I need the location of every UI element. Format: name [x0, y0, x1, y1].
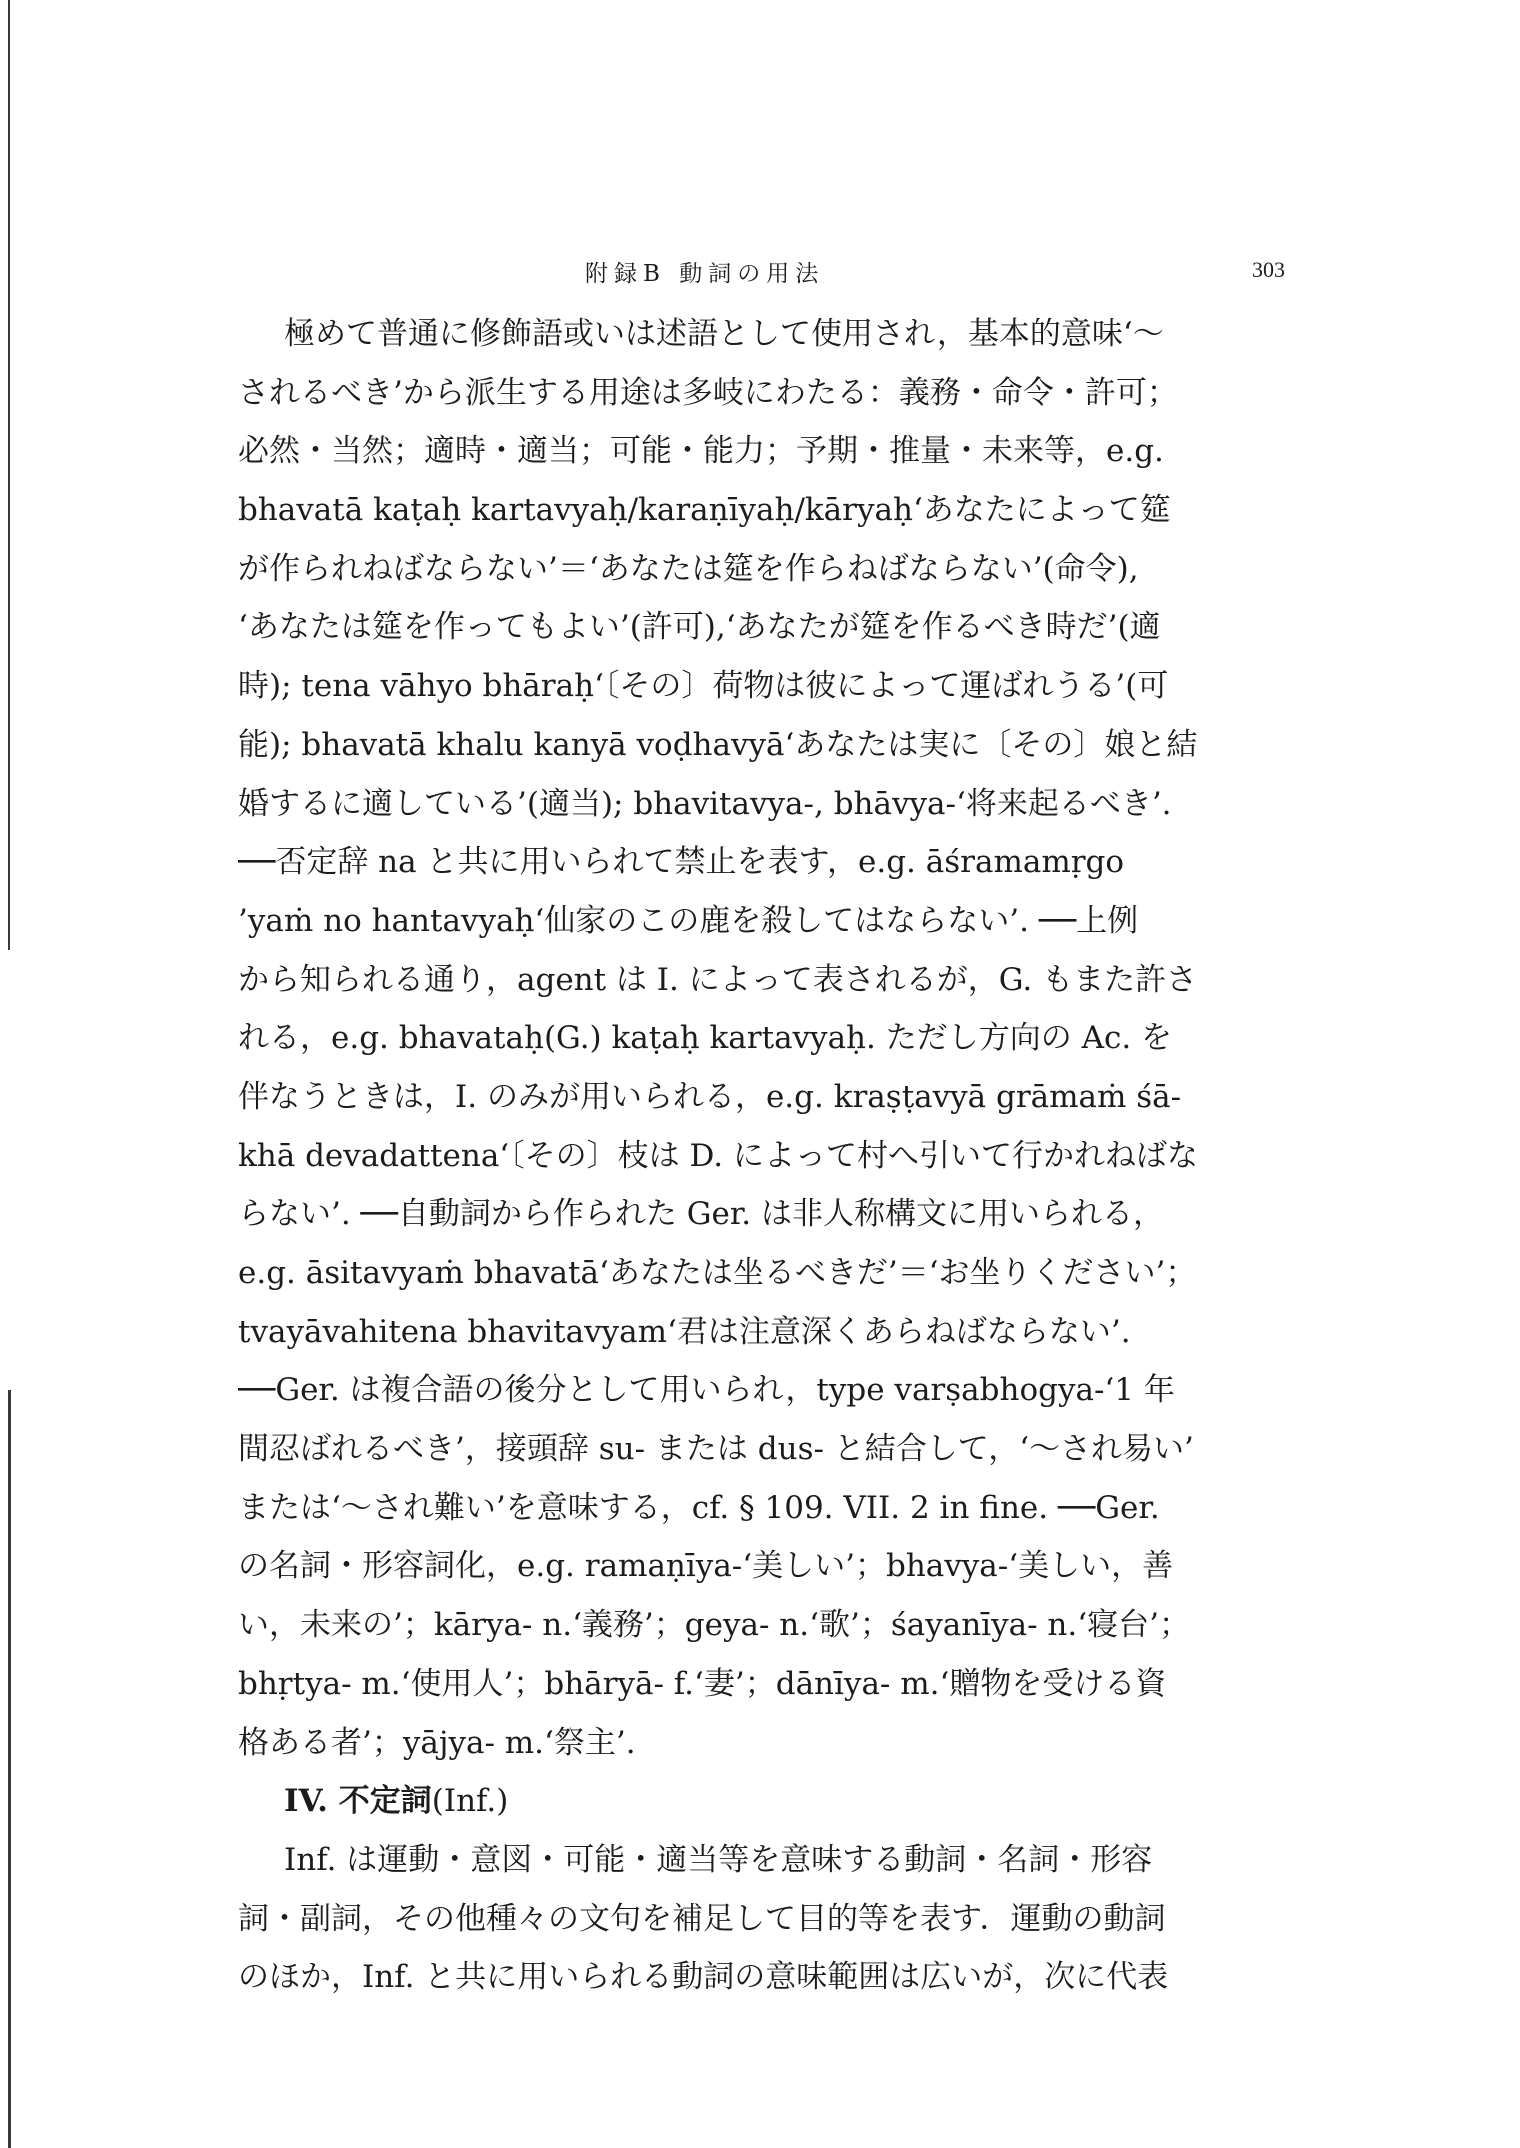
text-line: 詞・副詞，その他種々の文句を補足して目的等を表す．運動の動詞	[238, 1900, 1166, 1937]
text-line: khā devadattena‘〔その〕枝は D. によって村へ引いて行かれねばな	[238, 1137, 1198, 1174]
text-line: れる，e.g. bhavataḥ(G.) kaṭaḥ kartavyaḥ. ただし方向の Ac. を	[238, 1020, 1173, 1057]
text-line: 極めて普通に修飾語或いは述語として使用され，基本的意味‘～	[284, 316, 1164, 352]
text-line: 必然・当然；適時・適当；可能・能力；予期・推量・未来等，e.g.	[238, 433, 1164, 470]
section-heading-abbrev: (Inf.)	[431, 1783, 509, 1820]
section-heading	[238, 1772, 1278, 1831]
body-text	[238, 305, 1278, 2007]
header-title: 附録B 動詞の用法	[585, 261, 825, 287]
text-line: bhavatā kaṭaḥ kartavyaḥ/karaṇīyaḥ/kāryaḥ‘あなたによって筵	[238, 492, 1171, 529]
text-line: 間忍ばれるべき’，接頭辞 su- または dus- と結合して，‘～され易い’	[238, 1431, 1194, 1468]
text-line: い，未来の’；kārya- n.‘義務’；geya- n.‘歌’；śayanīya- n.‘寝台’；	[238, 1607, 1190, 1644]
text-line: Inf. は運動・意図・可能・適当等を意味する動詞・名詞・形容	[284, 1841, 1153, 1878]
text-line: e.g. āsitavyaṁ bhavatā‘あなたは坐るべきだ’＝‘お坐りください’；	[238, 1255, 1197, 1291]
text-line: ──Ger. は複合語の後分として用いられ，type varṣabhogya-‘1 年	[238, 1372, 1175, 1409]
text-line: らない’. ──自動詞から作られた Ger. は非人称構文に用いられる，	[238, 1196, 1164, 1233]
text-line: されるべき’から派生する用途は多岐にわたる：義務・命令・許可；	[238, 374, 1178, 411]
scan-edge-line	[8, 1390, 11, 2148]
text-line: 格ある者’；yājya- m.‘祭主’.	[238, 1724, 636, 1761]
text-line: または‘～され難い’を意味する，cf. § 109. VII. 2 in fine. ──Ger.	[238, 1489, 1160, 1526]
page-number: 303	[1252, 257, 1285, 282]
text-line: bhṛtya- m.‘使用人’；bhāryā- f.‘妻’；dānīya- m.‘贈物を受ける資	[238, 1665, 1167, 1702]
text-line: が作られねばならない’＝‘あなたは筵を作らねばならない’(命令),	[238, 550, 1139, 587]
text-line: 能); bhavatā khalu kanyā voḍhavyā‘あなたは実に〔その〕娘と結	[238, 726, 1198, 763]
text-line: tvayāvahitena bhavitavyam‘君は注意深くあらねばならない’.	[238, 1313, 1131, 1350]
text-line: から知られる通り，agent は I. によって表されるが，G. もまた許さ	[238, 961, 1198, 998]
running-header	[545, 255, 1285, 295]
text-line: 時); tena vāhyo bhāraḥ‘〔その〕荷物は彼によって運ばれうる’(可	[238, 668, 1169, 705]
text-line: ’yaṁ no hantavyaḥ‘仙家のこの鹿を殺してはならない’. ──上例	[238, 902, 1139, 939]
text-line: 伴なうときは，I. のみが用いられる，e.g. kraṣṭavyā grāmaṁ śā-	[238, 1078, 1182, 1115]
text-line: ‘あなたは筵を作ってもよい’(許可),‘あなたが筵を作るべき時だ’(適	[238, 609, 1161, 646]
text-line: 婚するに適している’(適当); bhavitavya-, bhāvya-‘将来起るべき’.	[238, 785, 1172, 822]
text-line: の名詞・形容詞化，e.g. ramaṇīya-‘美しい’；bhavya-‘美しい，善	[238, 1548, 1174, 1585]
text-line: ──否定辞 na と共に用いられて禁止を表す，e.g. āśramamṛgo	[238, 844, 1125, 881]
text-line: のほか，Inf. と共に用いられる動詞の意味範囲は広いが，次に代表	[238, 1959, 1169, 1996]
section-heading-text: IV. 不定詞	[284, 1783, 432, 1820]
scan-edge-line	[8, 0, 10, 950]
